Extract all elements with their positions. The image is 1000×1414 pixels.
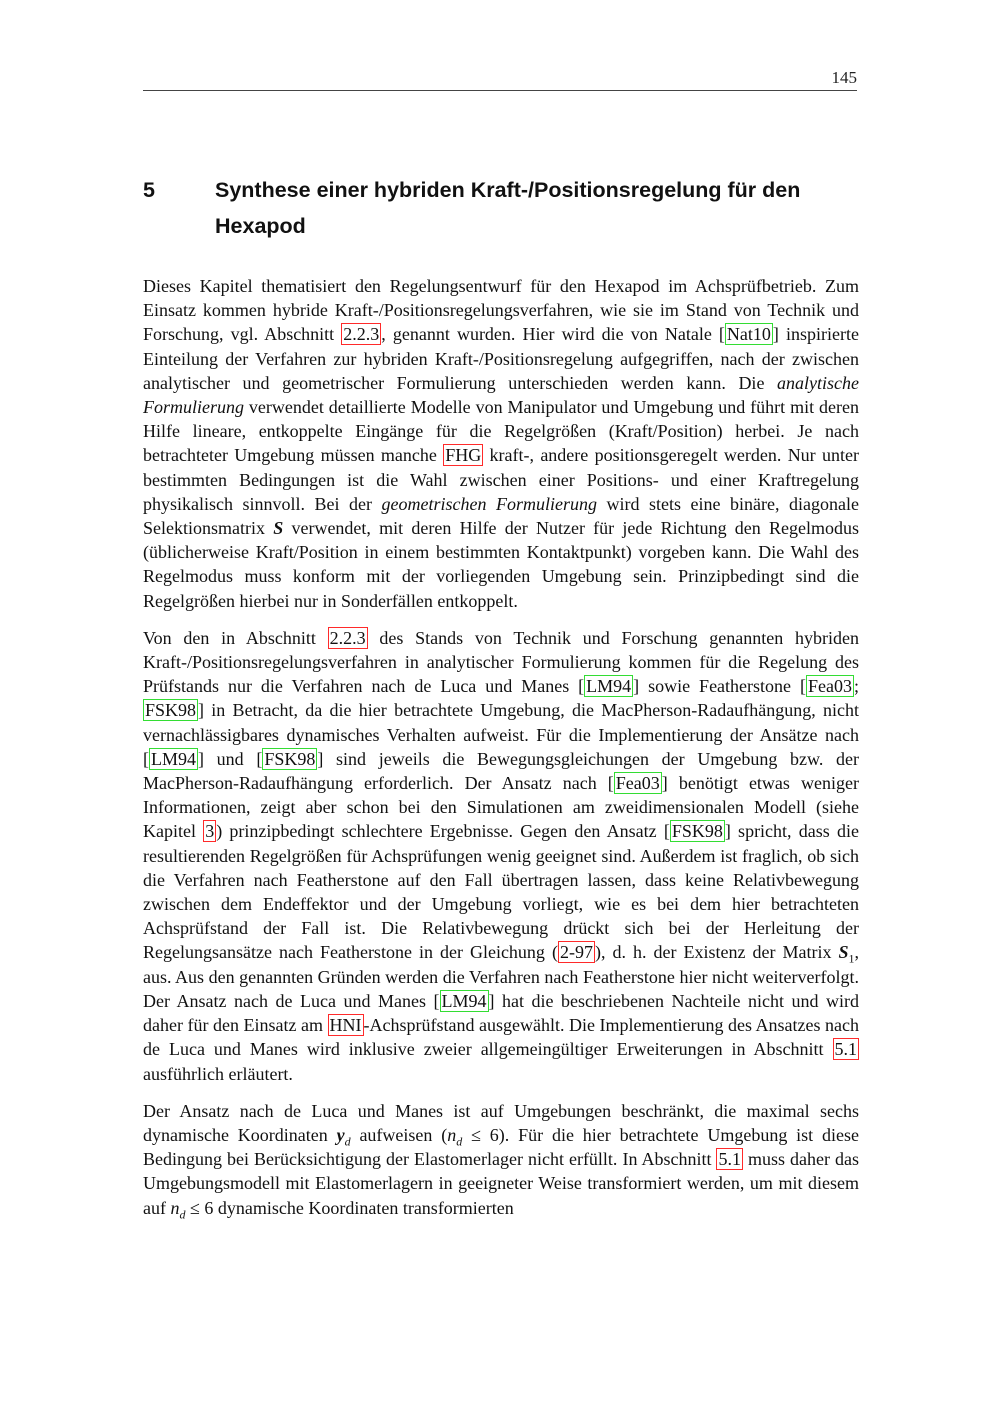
citation-link[interactable]: LM94 (441, 990, 487, 1011)
citation-link[interactable]: FSK98 (264, 748, 316, 769)
text: ). Für die hier betrachtete Umgebung ist diese Bedingung bei Berücksichtigung der Elastomerlager nicht erfüllt. In Abschnitt (143, 1124, 859, 1170)
chapter-number: 5 (143, 178, 155, 202)
text: verwendet, mit deren Hilfe der Nutzer für jede Richtung den Regelmodus (üblicherweise Kraft/Position in einem bestimmten Kontaktpunkt) vorgeben kann. Die Wahl des Regelmodus muss konform mit der vorliegenden Umgebung sein. Prinzipbedingt sind die Regelgrößen hierbei nur in Sonderfällen entkoppelt. (143, 518, 860, 611)
citation-link[interactable]: Fea03 (615, 773, 660, 794)
citation-link[interactable]: LM94 (151, 748, 196, 769)
text: ] inspirierte Einteilung der Verfahren zur hybriden Kraft-/Positionsregelung aufgegriffen, nach der zwischen analytischer und geometrischer Formulierung unterschieden werden kann. Die (143, 324, 859, 393)
text: ; (853, 676, 859, 697)
text: dynamische Koordinaten transformierten (213, 1197, 514, 1218)
math-subscript: d (456, 1134, 463, 1149)
text: verwendet detaillierte Modelle von Manipulator und Umgebung und führt mit deren Hilfe lineare, entkoppelte Eingänge für die Regelgrößen (Kraft/Position) herbei. Je nach betrachteter Umgebung müssen manche (143, 397, 859, 466)
math-subscript: d (179, 1207, 186, 1222)
math-subscript: 1 (848, 952, 855, 967)
citation-link[interactable]: Nat10 (726, 324, 771, 345)
text: ] hat die beschriebenen Nachteile nicht und wird daher für den Einsatz am (143, 990, 859, 1036)
acronym-link[interactable]: FHG (445, 445, 482, 466)
acronym-link[interactable]: HNI (329, 1015, 362, 1036)
text: Dieses Kapitel thematisiert den Regelungsentwurf für den Hexapod im Achsprüfbetrieb. Zum Einsatz kommen hybride Kraft-/Positionsregelungsverfahren, wie sie im Stand von Technik und Forschung, vgl. Abschnitt (143, 276, 859, 345)
text: ] spricht, dass die resultierenden Regelgrößen für Achsprüfungen wenig geeignet sind. Außerdem ist fraglich, ob sich die Verfahren nach Featherstone auf den Fall übertragen lassen, dass keine Relativbewegung zwischen dem Endeffektor und der Umgebung vorliegt, wie es bei dem hier betrachteten Achsprüfstand der Fall ist. Die Relativbewegung drückt sich bei der Herleitung der Regelungsansätze nach Featherstone in der Gleichung ( (143, 821, 859, 963)
emphasis: geometrischen Formulierung (381, 493, 598, 514)
emphasis: analytische Formulierung (143, 372, 859, 418)
section-ref-link[interactable]: 5.1 (834, 1039, 857, 1060)
text: ] und [ (198, 748, 263, 769)
math-relation: ≤ 6 (185, 1197, 214, 1218)
citation-link[interactable]: Fea03 (807, 676, 852, 697)
math-symbol: y (336, 1124, 345, 1145)
section-ref-link[interactable]: 2.2.3 (329, 627, 366, 648)
text: Von den in Abschnitt (143, 627, 328, 648)
paragraph-2 (143, 626, 859, 1086)
text: des Stands von Technik und Forschung genannten hybriden Kraft-/Positionsregelungsverfahren in analytischer Formulierung kommen für die Regelung des Prüfstands nur die Verfahren nach de Luca und Manes [ (143, 627, 859, 697)
chapter-title (215, 172, 855, 244)
body-text (143, 274, 859, 1233)
text: , genannt wurden. Hier wird die von Natale [ (381, 324, 725, 345)
text: muss daher das Umgebungsmodell mit Elastomerlagern in geeigneter Weise transformiert werden, um mit diesem auf (143, 1149, 859, 1218)
citation-link[interactable]: FSK98 (145, 700, 197, 721)
math-relation: ≤ 6 (462, 1124, 499, 1145)
math-symbol: S (273, 518, 284, 539)
section-ref-link[interactable]: 2.2.3 (343, 324, 380, 345)
math-symbol: n (170, 1197, 180, 1218)
equation-ref-link[interactable]: 2-97 (559, 942, 593, 963)
text: ] sind jeweils die Bewegungsgleichungen der Umgebung bzw. der MacPherson-Radaufhängung erforderlich. Der Ansatz nach [ (143, 748, 859, 794)
text: aufweisen ( (350, 1124, 448, 1145)
section-ref-link[interactable]: 5.1 (718, 1149, 741, 1170)
text: ) prinzipbedingt schlechtere Ergebnisse. Gegen den Ansatz [ (216, 821, 670, 842)
math-symbol: S (838, 942, 849, 963)
text: ] benötigt etwas weniger Informationen, zeigt aber schon bei den Simulationen am zweidimensionalen Modell (siehe Kapitel (143, 773, 859, 842)
text: ausführlich erläutert. (143, 1063, 293, 1084)
citation-link[interactable]: LM94 (586, 676, 632, 697)
text: wird stets eine binäre, diagonale Selektionsmatrix (143, 493, 859, 539)
chapter-ref-link[interactable]: 3 (205, 821, 215, 842)
text: ] in Betracht, da die hier betrachtete Umgebung, die MacPherson-Radaufhängung, nicht vernachlässigbares dynamisches Verhalten aufweist. Für die Implementierung der Ansätze nach [ (143, 700, 859, 769)
paragraph-1 (143, 274, 859, 613)
header-rule (143, 90, 857, 91)
paragraph-3 (143, 1099, 859, 1220)
text: , aus. Aus den genannten Gründen werden die Verfahren nach Featherstone hier nicht weiterverfolgt. Der Ansatz nach de Luca und Manes [ (143, 942, 860, 1011)
text: kraft-, andere positionsgeregelt werden. Nur unter bestimmten Bedingungen ist die Wahl zwischen einer Positions- und einer Kraftregelung physikalisch sinnvoll. Bei der (143, 445, 859, 514)
text: ), d. h. der Existenz der Matrix (594, 942, 839, 963)
chapter-title-line-2: Hexapod (215, 214, 306, 238)
citation-link[interactable]: FSK98 (671, 821, 723, 842)
text: -Achsprüfstand ausgewählt. Die Implementierung des Ansatzes nach de Luca und Manes wird inklusive zweier allgemeingültiger Erweiterungen in Abschnitt (143, 1015, 860, 1060)
text: Der Ansatz nach de Luca und Manes ist auf Umgebungen beschränkt, die maximal sechs dynamische Koordinaten (143, 1100, 859, 1145)
page-number: 145 (831, 68, 857, 87)
chapter-title-line-1: Synthese einer hybriden Kraft-/Positionsregelung für den (215, 178, 801, 202)
text: ] sowie Featherstone [ (633, 676, 806, 697)
math-subscript: d (344, 1134, 351, 1149)
math-symbol: n (447, 1124, 457, 1145)
